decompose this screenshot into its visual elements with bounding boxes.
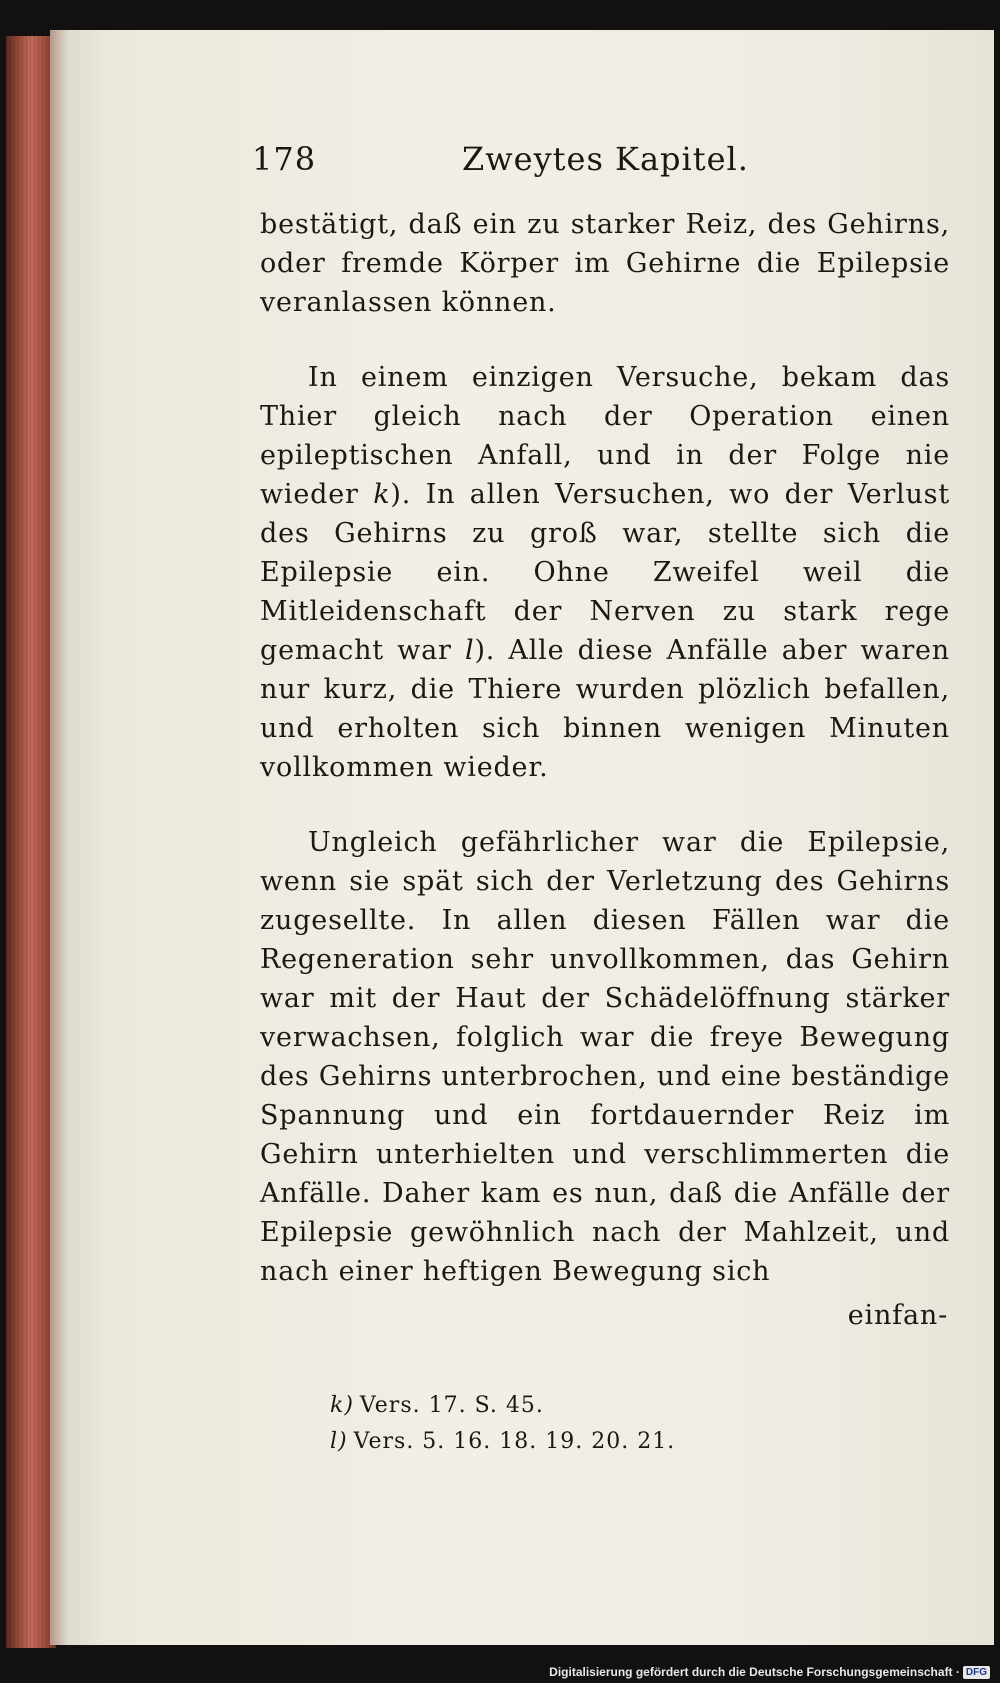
paragraph-gap bbox=[260, 322, 950, 358]
footnote-k bbox=[330, 1388, 675, 1424]
chapter-title: Zweytes Kapitel. bbox=[462, 140, 749, 178]
text-segment: ). Alle diese Anfälle aber waren nur kurz, die Thiere wurden plözlich befallen, und erholten sich binnen wenigen Minuten vollkommen wieder. bbox=[260, 635, 950, 783]
footnote-ref-l: l bbox=[465, 635, 475, 666]
dfg-logo-icon: DFG bbox=[963, 1666, 990, 1679]
paragraph-continuation: bestätigt, daß ein zu starker Reiz, des Gehirns, oder fremde Körper im Gehirne die Epilepsie veranlassen können. bbox=[260, 209, 950, 318]
footnote-mark: l) bbox=[330, 1429, 348, 1454]
paragraph-gap bbox=[260, 787, 950, 823]
credit-text: Digitalisierung gefördert durch die Deutsche Forschungsgemeinschaft · bbox=[549, 1665, 960, 1679]
paragraph-late-epilepsy: Ungleich gefährlicher war die Epilepsie, wenn sie spät sich der Verletzung des Gehirns zugesellte. In allen diesen Fällen war die Regeneration sehr unvollkommen, das Gehirn war mit der Haut der Schädelöffnung stärker verwachsen, folglich war die freye Bewegung des Gehirns unterbrochen, und eine beständige Spannung und ein fortdauernder Reiz im Gehirn unterhielten und verschlimmerten die Anfälle. Daher kam es nun, daß die Anfälle der Epilepsie gewöhnlich nach der Mahlzeit, und nach einer heftigen Bewegung sich bbox=[260, 827, 950, 1287]
page-number: 178 bbox=[252, 140, 317, 178]
book-edge-red bbox=[6, 36, 56, 1648]
footnote-mark: k) bbox=[330, 1393, 354, 1418]
footnote-l bbox=[330, 1424, 675, 1460]
footnote-text: Vers. 17. S. 45. bbox=[359, 1393, 544, 1418]
text-segment: In einem einzigen Versuche, bekam das Thier gleich nach der Operation einen epileptischen Anfall, und in der Folge nie wieder bbox=[260, 362, 950, 510]
footnote-ref-k: k bbox=[373, 479, 391, 510]
text-segment: ). In allen Versuchen, wo der Verlust des Gehirns zu groß war, stellte sich die Epilepsie ein. Ohne Zweifel weil die Mitleidenschaft der Nerven zu stark rege gemacht war bbox=[260, 479, 950, 666]
footnotes bbox=[330, 1388, 675, 1460]
catchword: einfan- bbox=[847, 1300, 948, 1331]
body-text bbox=[260, 205, 950, 1291]
running-head bbox=[252, 140, 952, 180]
paragraph-seizure-after-operation bbox=[260, 358, 950, 787]
digitization-credit bbox=[549, 1665, 990, 1679]
footnote-text: Vers. 5. 16. 18. 19. 20. 21. bbox=[353, 1429, 676, 1454]
